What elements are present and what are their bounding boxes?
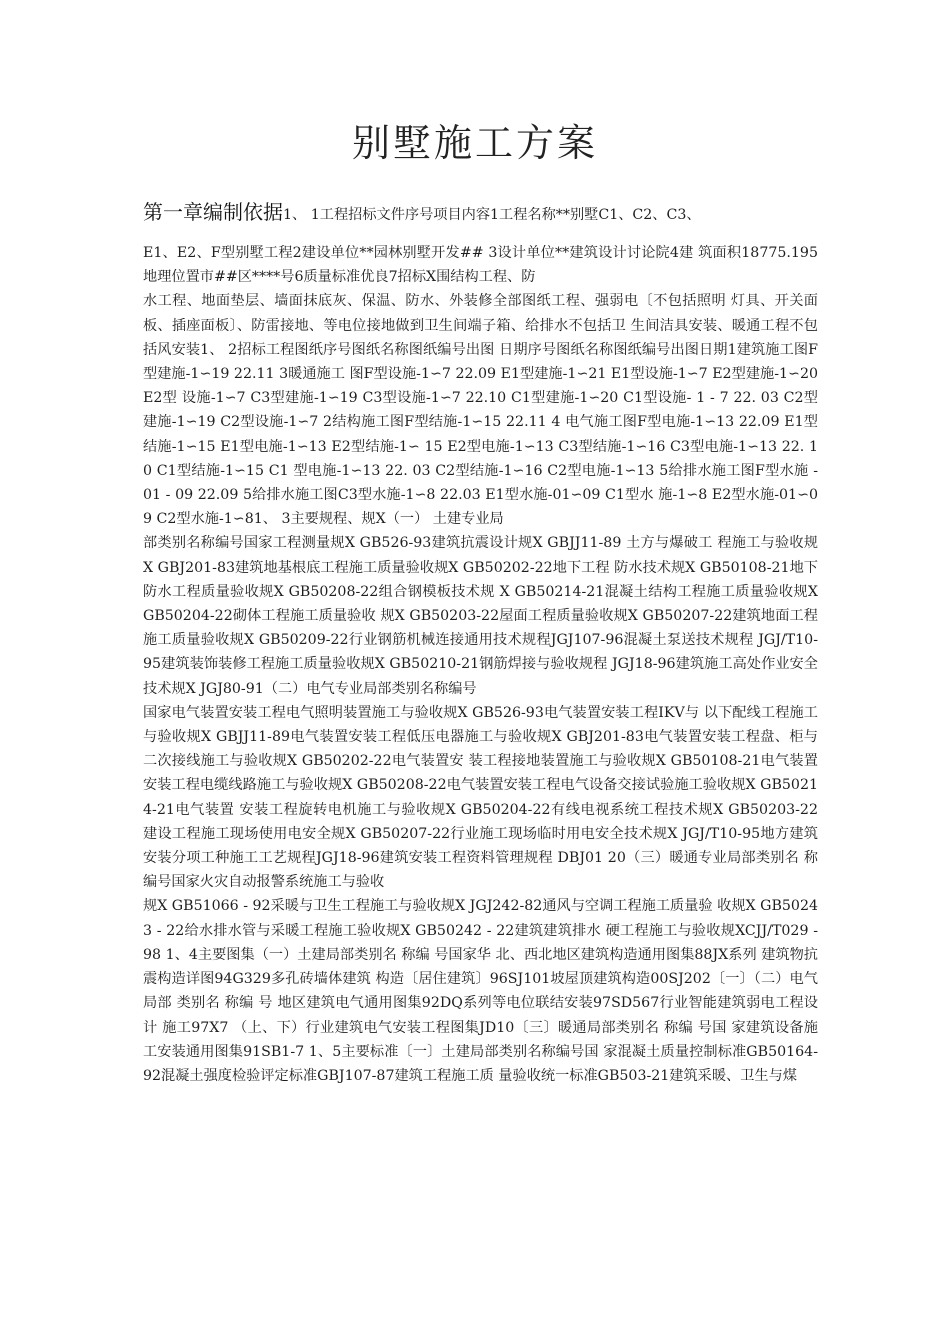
paragraph-5: 国家电气装置安装工程电气照明装置施工与验收规X GB526-93电气装置安装工程IKV与 以下配线工程施工与验收规X GBJJ11-89电气装置安装工程低压电器施工与验收规X GBJ201-83电气装置安装工程盘、柜与二次接线施工与验收规X GB50202-22电气装置安 装工程接地装置施工与验收规X GB50108-21电气装置安装工程电缆线路施工与验收规X GB50208-22电气装置安装工程电气设备交接试验施工验收规X GB50214-21电气装置 安装工程旋转电机施工与验收规X GB50204-22有线电视系统工程技术规X GB50203-22 建设工程施工现场使用电安全规X GB50207-22行业施工现场临时用电安全技术规X JGJ/T10-95地方建筑安装分项工种施工工艺规程JGJ18-96建筑安装工程资料管理规程 DBJ01 20（三）暖通专业局部类别名 称编号国家火灾自动报警系统施工与验收 bbox=[143, 704, 818, 891]
document-body bbox=[143, 196, 818, 1088]
paragraph-2: E1、E2、F型别墅工程2建设单位**园林别墅开发## 3设计单位**建筑设计讨论院4建 筑面积18775.195地理位置市##区****号6质量标准优良7招标X围结构工程、防 bbox=[143, 245, 818, 286]
paragraph-4: 部类别名称编号国家工程测量规X GB526-93建筑抗震设计规X GBJJ11-89 土方与爆破工 程施工与验收规X GBJ201-83建筑地基根底工程施工质量验收规X GB50202-22地下工程 防水技术规X GB50108-21地下防水工程质量验收规X GB50208-22组合钢模板技术规 X GB50214-21混凝土结构工程施工质量验收规X GB50204-22砌体工程施工质量验收 规X GB50203-22屋面工程质量验收规X GB50207-22建筑地面工程施工质量验收规X GB50209-22行业钢筋机械连接通用技术规程JGJ107-96混凝土泵送技术规程 JGJ/T10-95建筑装饰装修工程施工质量验收规X GB50210-21钢筋焊接与验收规程 JGJ18-96建筑施工高处作业安全技术规X JGJ80-91（二）电气专业局部类别名称编号 bbox=[143, 535, 818, 697]
paragraph-1-text: 1、 1工程招标文件序号项目内容1工程名称**别墅C1、C2、C3、 bbox=[283, 207, 701, 223]
paragraph-6: 规X GB51066 - 92采暖与卫生工程施工与验收规X JGJ242-82通风与空调工程施工质量验 收规X GB50243 - 22给水排水管与采暖工程施工验收规X GB50242 - 22建筑建筑排水 硬工程施工与验收规XCJJ/T029 - 98 1、4主要图集（一）土建局部类别名 称编 号国家华 北、西北地区建筑构造通用图集88JX系列 建筑物抗震构造详图94G329多孔砖墙体建筑 构造〔居住建筑〕96SJ101坡屋顶建筑构造00SJ202〔一〕（二）电气局部 类别名 称编 号 地区建筑电气通用图集92DQ系列等电位联结安装97SD567行业智能建筑弱电工程设计 施工97X7 （上、下）行业建筑电气安装工程图集JD10〔三〕暖通局部类别名 称编 号国 家建筑设备施工安装通用图集91SB1-7 1、5主要标准〔一〕土建局部类别名称编号国 家混凝土质量控制标准GB50164-92混凝土强度检验评定标准GBJ107-87建筑工程施工质 量验收统一标准GB503-21建筑采暖、卫生与煤 bbox=[143, 898, 818, 1084]
chapter-heading: 第一章编制依据 bbox=[143, 200, 283, 224]
paragraph-3: 水工程、地面垫层、墙面抹底灰、保温、防水、外装修全部图纸工程、强弱电〔不包括照明 灯具、开关面板、插座面板〕、防雷接地、等电位接地做到卫生间端子箱、给排水不包括卫 生间洁具安装、暖通工程不包括风安装1、 2招标工程图纸序号图纸名称图纸编号出图 日期序号图纸名称图纸编号出图日期1建筑施工图F型建施-1∽19 22.11 3暖通施工 图F型设施-1∽7 22.09 E1型建施-1∽21 E1型设施-1∽7 E2型建施-1∽20 E2型 设施-1∽7 C3型建施-1∽19 C3型设施-1∽7 22.10 C1型建施-1∽20 C1型设施- 1 - 7 22. 03 C2型建施-1∽19 C2型设施-1∽7 2结构施工图F型结施-1∽15 22.11 4 电气施工图F型电施-1∽13 22.09 E1型结施-1∽15 E1型电施-1∽13 E2型结施-1∽ 15 E2型电施-1∽13 C3型结施-1∽16 C3型电施-1∽13 22. 10 C1型结施-1∽15 C1 型电施-1∽13 22. 03 C2型结施-1∽16 C2型电施-1∽13 5给排水施工图F型水施 - 01 - 09 22.09 5给排水施工图C3型水施-1∽8 22.03 E1型水施-01∽09 C1型水 施-1∽8 E2型水施-01∽09 C2型水施-1∽81、 3主要规程、规X（一） 土建专业局 bbox=[143, 293, 818, 528]
paragraph-1 bbox=[143, 196, 818, 231]
document-title: 别墅施工方案 bbox=[351, 121, 598, 165]
